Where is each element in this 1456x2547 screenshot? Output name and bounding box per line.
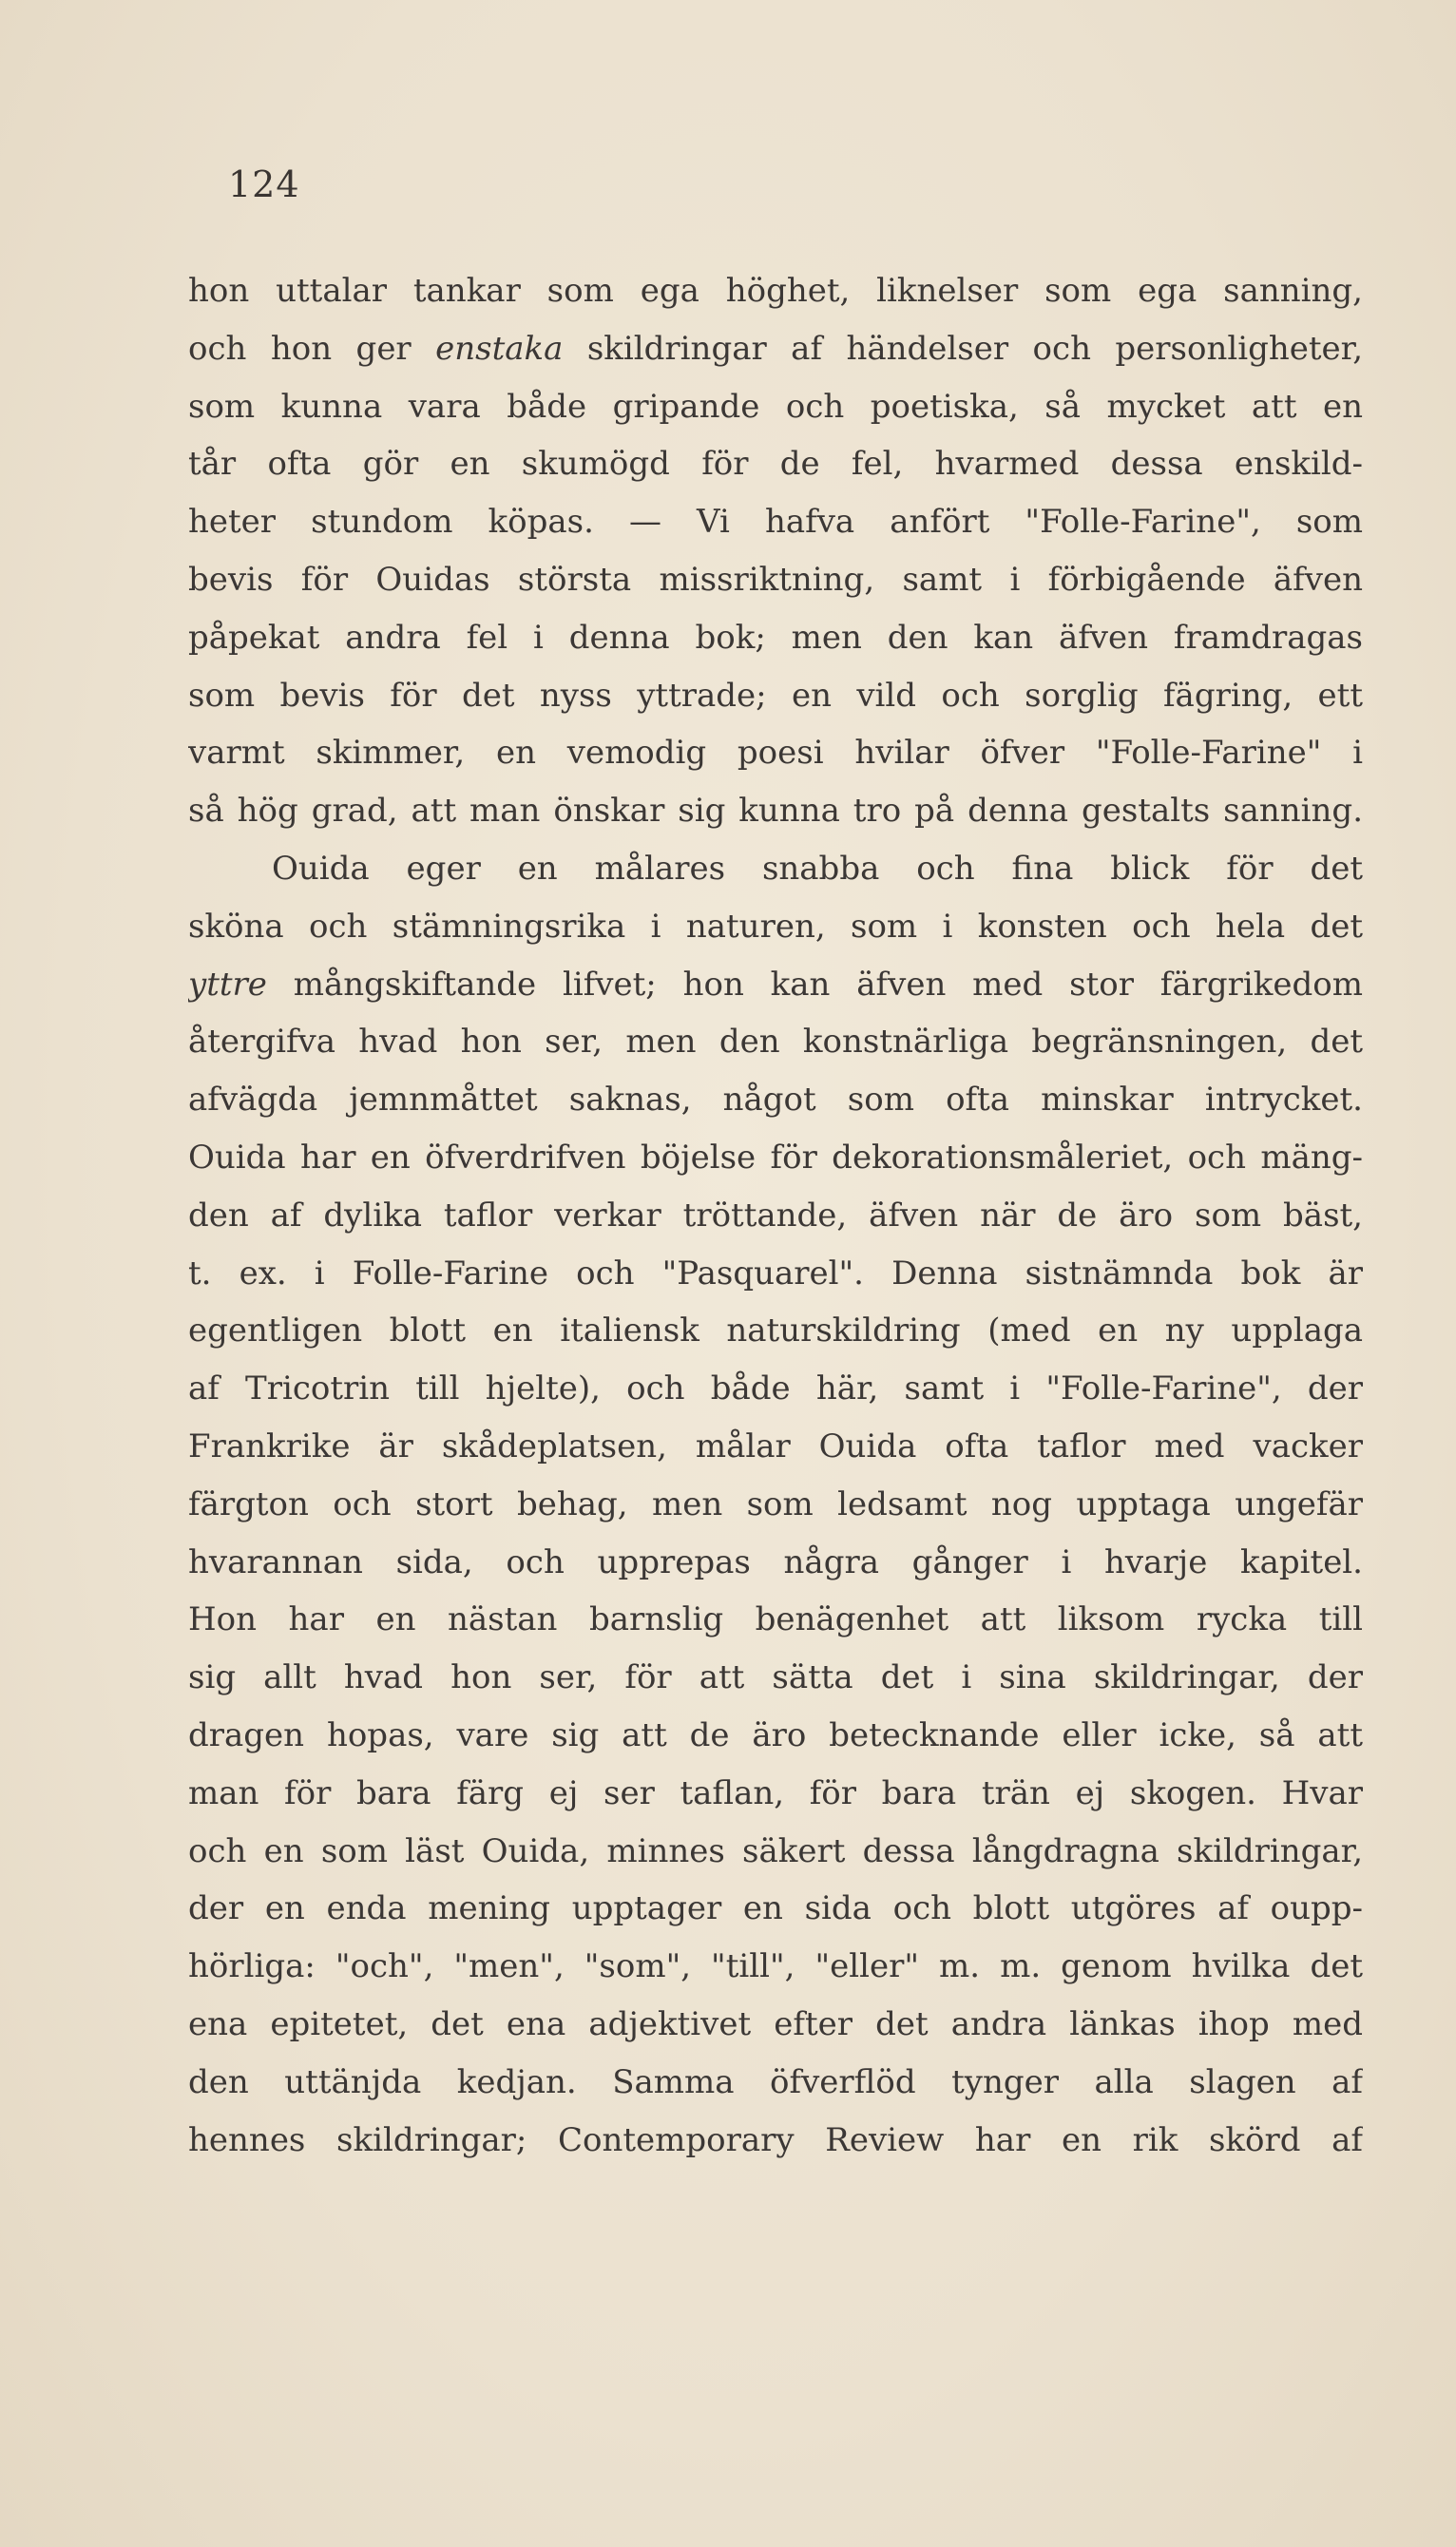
text-line: af Tricotrin till hjelte), och både här, samt i "Folle-Farine", der <box>188 1369 1363 1408</box>
emphasized-word: enstaka <box>435 329 564 368</box>
text-line: man för bara färg ej ser taflan, för bara trän ej skogen. Hvar <box>188 1773 1363 1812</box>
text-line: hörliga: "och", "men", "som", "till", "eller" m. m. genom hvilka det <box>188 1947 1363 1986</box>
text-line: t. ex. i Folle-Farine och "Pasquarel". Denna sistnämnda bok är <box>188 1254 1363 1293</box>
text-line <box>188 956 1363 1014</box>
text-line: som bevis för det nyss yttrade; en vild och sorglig fägring, ett <box>188 676 1363 715</box>
text-line: der en enda mening upptager en sida och blott utgöres af oupp- <box>188 1889 1363 1928</box>
text-line: återgifva hvad hon ser, men den konstnärliga begränsningen, det <box>188 1023 1363 1062</box>
text-line: heter stundom köpas. — Vi hafva anfört "Folle-Farine", som <box>188 503 1363 542</box>
body-text <box>188 262 1363 2169</box>
emphasized-word: yttre <box>188 965 267 1004</box>
text-line: bevis för Ouidas största missriktning, samt i förbigående äfven <box>188 560 1363 599</box>
text-line: den af dylika taflor verkar tröttande, äfven när de äro som bäst, <box>188 1196 1363 1235</box>
text-line: så hög grad, att man önskar sig kunna tro på denna gestalts sanning. <box>188 792 1363 831</box>
text-line: sköna och stämningsrika i naturen, som i konsten och hela det <box>188 907 1363 946</box>
text-line: färgton och stort behag, men som ledsamt nog upptaga ungefär <box>188 1484 1363 1523</box>
text-line: ena epitetet, det ena adjektivet efter det andra länkas ihop med <box>188 2004 1363 2043</box>
text-segment: och hon ger <box>188 329 436 368</box>
text-segment: mångskiftande lifvet; hon kan äfven med stor färgrikedom <box>266 965 1363 1004</box>
text-line: hvarannan sida, och upprepas några gånger i hvarje kapitel. <box>188 1542 1363 1581</box>
text-line: den uttänjda kedjan. Samma öfverflöd tynger alla slagen af <box>188 2062 1363 2101</box>
text-line: Ouida eger en målares snabba och fina blick för det <box>272 849 1363 888</box>
text-line: varmt skimmer, en vemodig poesi hvilar öfver "Folle-Farine" i <box>188 734 1363 773</box>
text-line: afvägda jemnmåttet saknas, något som ofta minskar intrycket. <box>188 1081 1363 1120</box>
text-line: hennes skildringar; Contemporary Review har en rik skörd af <box>188 2120 1363 2159</box>
text-line: Frankrike är skådeplatsen, målar Ouida ofta taflor med vacker <box>188 1427 1363 1465</box>
page-number: 124 <box>228 163 300 205</box>
text-line: som kunna vara både gripande och poetiska, så mycket att en <box>188 387 1363 426</box>
text-line: sig allt hvad hon ser, för att sätta det i sina skildringar, der <box>188 1658 1363 1697</box>
text-line: påpekat andra fel i denna bok; men den kan äfven framdragas <box>188 618 1363 657</box>
text-line <box>188 320 1363 378</box>
text-line: Ouida har en öfverdrifven böjelse för dekorationsmåleriet, och mäng- <box>188 1138 1363 1177</box>
text-line: egentligen blott en italiensk naturskildring (med en ny upplaga <box>188 1312 1363 1350</box>
text-segment: skildringar af händelser och personligheter, <box>563 329 1363 368</box>
text-line: dragen hopas, vare sig att de äro betecknande eller icke, så att <box>188 1715 1363 1754</box>
text-line: tår ofta gör en skumögd för de fel, hvarmed dessa enskild- <box>188 445 1363 484</box>
text-line: hon uttalar tankar som ega höghet, liknelser som ega sanning, <box>188 272 1363 310</box>
text-line: och en som läst Ouida, minnes säkert dessa långdragna skildringar, <box>188 1831 1363 1870</box>
text-line: Hon har en nästan barnslig benägenhet att liksom rycka till <box>188 1600 1363 1639</box>
